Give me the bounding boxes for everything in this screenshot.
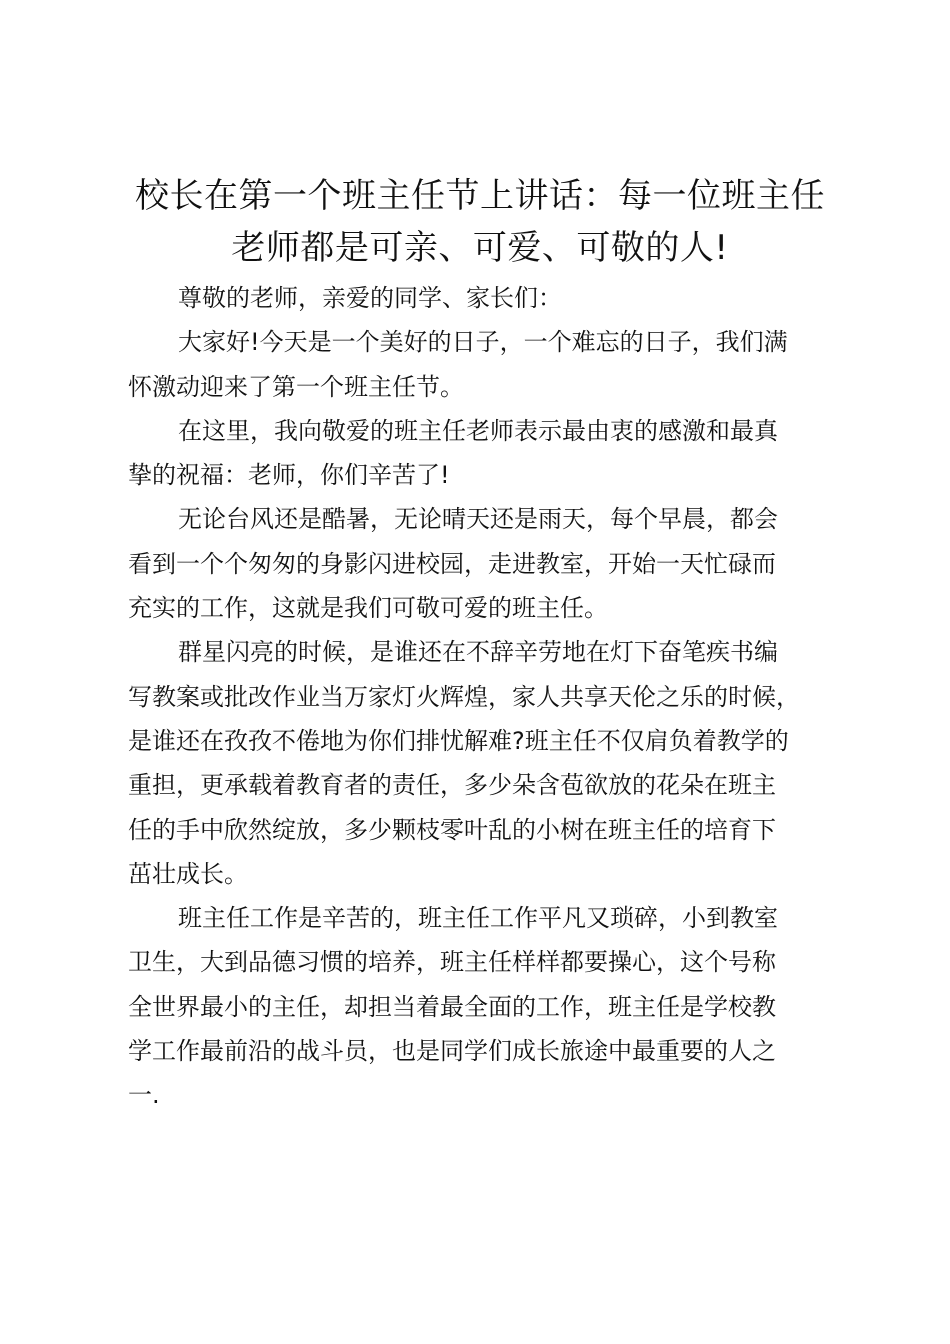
text-line: 写教案或批改作业当万家灯火辉煌，家人共享天伦之乐的时候， [128, 682, 800, 711]
text-line: 全世界最小的主任，却担当着最全面的工作，班主任是学校教 [128, 992, 776, 1021]
text-line: 无论台风还是酷暑，无论晴天还是雨天，每个早晨，都会 [178, 505, 778, 534]
text-line: 怀激动迎来了第一个班主任节。 [128, 372, 464, 401]
text-line: 学工作最前沿的战斗员，也是同学们成长旅途中最重要的人之 [128, 1037, 776, 1066]
paragraph-thanks [128, 409, 858, 498]
title-line-2: 老师都是可亲、可爱、可敬的人! [231, 228, 729, 268]
text-line: 是谁还在孜孜不倦地为你们排忧解难?班主任不仅肩负着教学的 [128, 726, 789, 755]
text-line: 一. [128, 1081, 160, 1110]
text-line: 班主任工作是辛苦的，班主任工作平凡又琐碎，小到教室 [178, 904, 778, 933]
text-line: 在这里，我向敬爱的班主任老师表示最由衷的感激和最真 [178, 416, 778, 445]
paragraph-greeting [128, 320, 858, 409]
paragraph-dedication [128, 630, 858, 896]
paragraph-salutation [128, 276, 858, 320]
page-title [100, 170, 860, 274]
text-line: 卫生，大到品德习惯的培养，班主任样样都要操心，这个号称 [128, 948, 776, 977]
text-line: 群星闪亮的时候，是谁还在不辞辛劳地在灯下奋笔疾书编 [178, 638, 778, 667]
text-line: 尊敬的老师，亲爱的同学、家长们： [178, 284, 562, 312]
text-line: 看到一个个匆匆的身影闪进校园，走进教室，开始一天忙碌而 [128, 549, 776, 578]
paragraph-responsibility [128, 896, 858, 1117]
text-line: 大家好!今天是一个美好的日子，一个难忘的日子，我们满 [178, 328, 788, 357]
text-line: 茁壮成长。 [128, 859, 248, 888]
speech-body [128, 276, 858, 1118]
text-line: 任的手中欣然绽放，多少颗枝零叶乱的小树在班主任的培育下 [128, 815, 776, 844]
paragraph-daily-work [128, 497, 858, 630]
text-line: 挚的祝福：老师，你们辛苦了! [128, 461, 450, 490]
title-line-1: 校长在第一个班主任节上讲话：每一位班主任 [135, 176, 825, 216]
text-line: 重担，更承载着教育者的责任，多少朵含苞欲放的花朵在班主 [128, 771, 776, 800]
text-line: 充实的工作，这就是我们可敬可爱的班主任。 [128, 594, 608, 623]
